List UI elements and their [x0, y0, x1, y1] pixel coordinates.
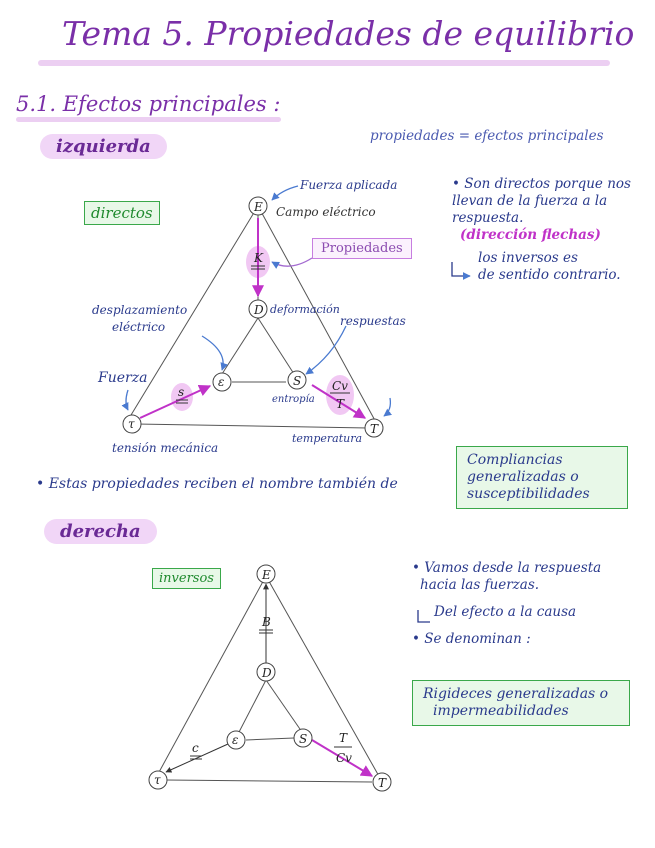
node-S-bottom [294, 729, 312, 747]
label-fuerza-aplicada: Fuerza aplicada [300, 178, 398, 192]
label-deformacion: deformación [270, 303, 340, 316]
svg-text:S: S [293, 374, 302, 388]
box-compliancias: Compliancias generalizadas o susceptibilidades [456, 446, 628, 509]
node-T-bottom [373, 773, 391, 791]
label-fuerza: Fuerza [98, 370, 148, 386]
coef-c: c [192, 741, 199, 755]
pill-derecha: derecha [44, 519, 157, 544]
svg-text:S: S [299, 732, 308, 746]
svg-text:T: T [378, 776, 387, 790]
note-propiedades-efectos: propiedades = efectos principales [370, 128, 604, 144]
node-E-top [249, 197, 267, 215]
node-S-top [288, 371, 306, 389]
sentence-propiedades: • Estas propiedades reciben el nombre también de [36, 476, 398, 492]
label-tension-mecanica: tensión mecánica [112, 441, 219, 455]
coef-Cv: Cv [332, 379, 348, 393]
node-T-top [365, 419, 383, 437]
label-desplazamiento-2: eléctrico [112, 320, 166, 334]
svg-text:ε: ε [218, 375, 225, 389]
notes-directos: • Son directos porque nos llevan de la fuerza a la respuesta. (dirección flechas) los inversos es de sentido contrario. [452, 176, 631, 283]
label-campo-electrico: Campo eléctrico [276, 205, 376, 219]
label-respuestas: respuestas [340, 314, 406, 328]
coef-T-num: T [339, 731, 348, 745]
svg-text:τ: τ [128, 417, 135, 431]
notes-inversos: • Vamos desde la respuesta hacia las fuerzas. Del efecto a la causa • Se denominan : [412, 560, 602, 647]
label-entropia: entropía [272, 394, 315, 405]
label-desplazamiento-1: desplazamiento [92, 303, 188, 317]
coef-s: s [178, 385, 185, 399]
svg-text:E: E [262, 568, 271, 582]
box-directos: directos [84, 201, 160, 225]
svg-text:τ: τ [154, 773, 161, 787]
label-temperatura: temperatura [292, 432, 363, 445]
section-heading: 5.1. Efectos principales : [16, 92, 281, 116]
svg-text:E: E [254, 200, 263, 214]
box-inversos: inversos [152, 568, 221, 589]
pill-izquierda: izquierda [40, 134, 167, 159]
node-D-top [249, 300, 267, 318]
svg-text:T: T [370, 422, 379, 436]
coef-T-den: T [336, 397, 345, 411]
node-tau-top [123, 415, 141, 433]
node-D-bottom [257, 663, 275, 681]
node-tau-bottom [149, 771, 167, 789]
svg-text:D: D [262, 666, 272, 680]
node-eps-bottom [227, 731, 245, 749]
box-rigideces: Rigideces generalizadas o impermeabilidades [412, 680, 630, 726]
svg-text:ε: ε [232, 733, 239, 747]
coef-K: K [254, 251, 263, 265]
coef-B: B [262, 615, 271, 629]
node-eps-top [213, 373, 231, 391]
coef-Cv-den: Cv [336, 751, 352, 765]
page-title: Tema 5. Propiedades de equilibrio [62, 14, 635, 53]
node-E-bottom [257, 565, 275, 583]
box-propiedades: Propiedades [312, 238, 412, 259]
svg-text:D: D [254, 303, 264, 317]
